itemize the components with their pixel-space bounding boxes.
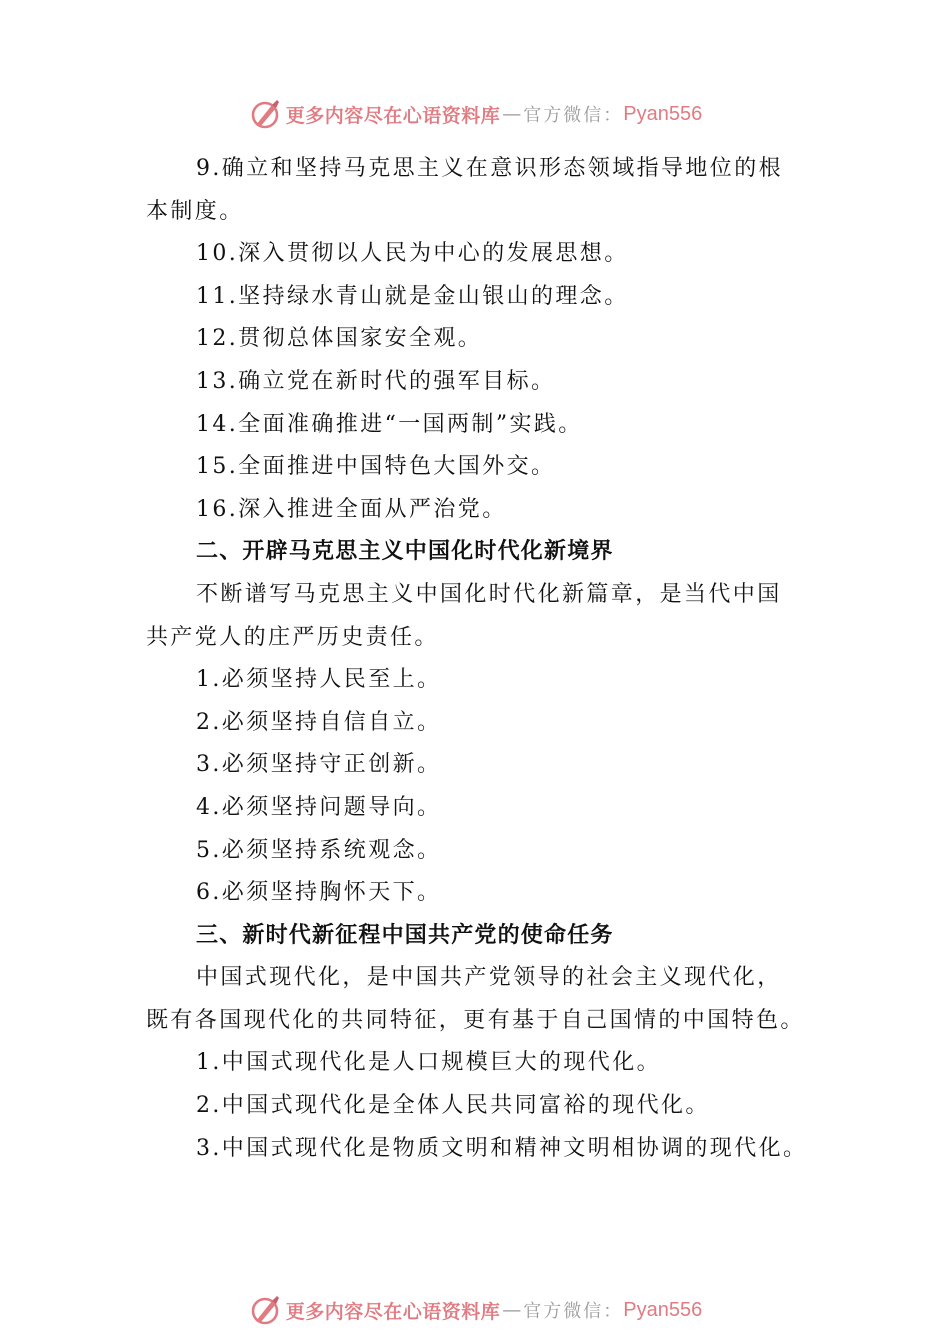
section-heading: 三、新时代新征程中国共产党的使命任务 [196, 922, 614, 948]
footer-wechat-label: 官方微信： [523, 1301, 624, 1322]
header-wechat-id: Pyan556 [623, 102, 703, 125]
text-line: 3.必须坚持守正创新。 [196, 752, 442, 778]
text-line: 中国式现代化，是中国共产党领导的社会主义现代化， [196, 965, 782, 991]
text-line: 不断谱写马克思主义中国化时代化新篇章，是当代中国 [196, 581, 782, 607]
text-line: 共产党人的庄严历史责任。 [146, 624, 439, 650]
header-brand-text: 更多内容尽在心语资料库 [285, 104, 501, 127]
footer-wechat-id: Pyan556 [623, 1298, 703, 1321]
text-line: 16.深入推进全面从严治党。 [196, 496, 507, 522]
text-line: 本制度。 [146, 198, 244, 224]
document-body [146, 148, 816, 1170]
text-line: 10.深入贯彻以人民为中心的发展思想。 [196, 241, 629, 267]
text-line: 9.确立和坚持马克思主义在意识形态领域指导地位的根 [196, 156, 783, 181]
header-separator: — [502, 103, 522, 125]
footer-brand-text: 更多内容尽在心语资料库 [285, 1300, 501, 1323]
text-line: 13.确立党在新时代的强军目标。 [196, 368, 556, 394]
text-line: 11.坚持绿水青山就是金山银山的理念。 [196, 283, 629, 309]
footer-separator: — [502, 1299, 522, 1321]
text-line: 2.必须坚持自信自立。 [196, 709, 442, 735]
text-line: 3.中国式现代化是物质文明和精神文明相协调的现代化。 [196, 1135, 808, 1161]
header-wechat-label: 官方微信： [523, 105, 624, 126]
pen-logo-icon [248, 97, 282, 131]
text-line: 15.全面推进中国特色大国外交。 [196, 454, 556, 480]
header-watermark [0, 94, 950, 134]
text-line: 1.必须坚持人民至上。 [196, 667, 442, 693]
footer-watermark [0, 1290, 950, 1330]
text-line: 12.贯彻总体国家安全观。 [196, 326, 483, 352]
text-line: 1.中国式现代化是人口规模巨大的现代化。 [196, 1050, 661, 1076]
section-heading: 二、开辟马克思主义中国化时代化新境界 [196, 539, 614, 565]
text-line: 5.必须坚持系统观念。 [196, 837, 442, 863]
text-line: 14.全面准确推进“一国两制”实践。 [196, 411, 583, 437]
pen-logo-icon [248, 1293, 282, 1327]
text-line: 6.必须坚持胸怀天下。 [196, 880, 442, 906]
text-line: 4.必须坚持问题导向。 [196, 794, 442, 820]
text-line: 2.中国式现代化是全体人民共同富裕的现代化。 [196, 1093, 710, 1119]
text-line: 既有各国现代化的共同特征，更有基于自己国情的中国特色。 [146, 1007, 805, 1033]
